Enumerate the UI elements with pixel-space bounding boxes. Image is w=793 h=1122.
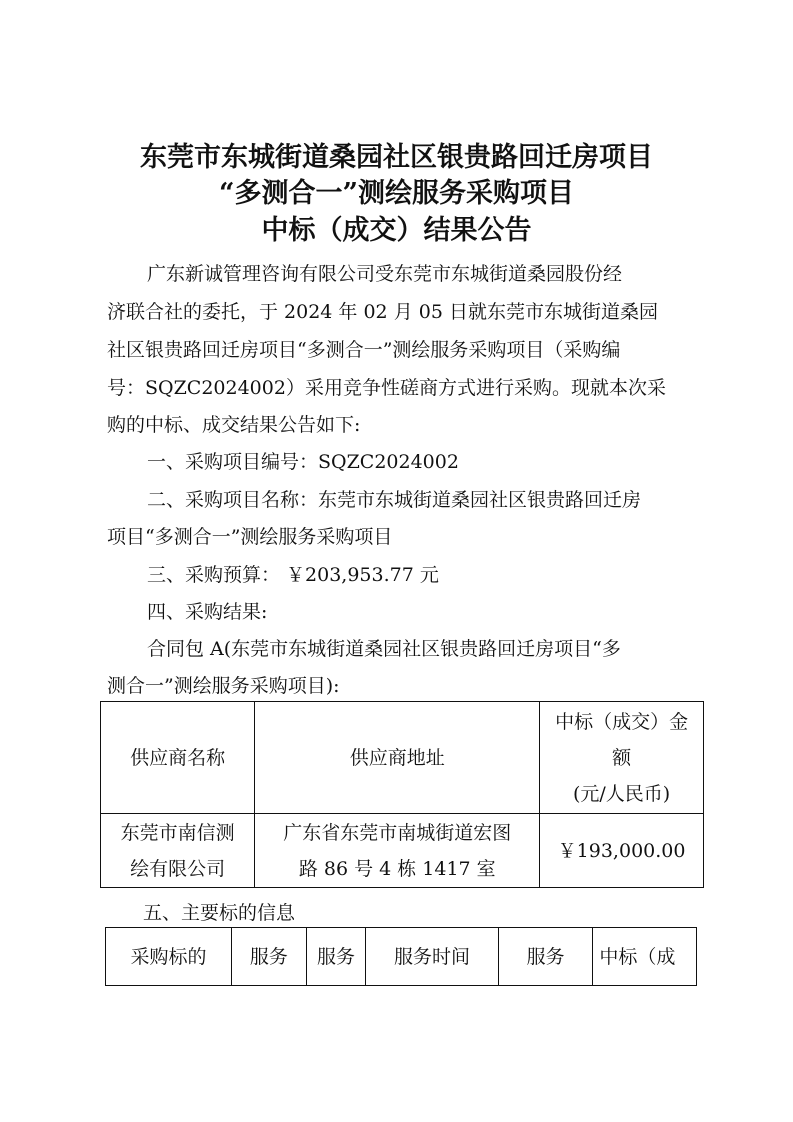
header-supplier-address: 供应商地址 (255, 702, 540, 814)
supplier-address-line1: 广东省东莞市南城街道宏图 (283, 821, 512, 844)
supplier-name-line2: 绘有限公司 (130, 857, 226, 880)
section-2-project-name-line1: 二、采购项目名称：东莞市东城街道桑园社区银贵路回迁房 (147, 489, 642, 511)
package-a-line2: 测合一”测绘服务采购项目): (107, 675, 340, 697)
subject-header-service-3: 服务 (498, 928, 593, 986)
doc-title-line1: 东莞市东城街道桑园社区银贵路回迁房项目 (140, 142, 653, 173)
subject-header-award: 中标（成 (593, 928, 697, 986)
section-2-project-name-line2: 项目“多测合一”测绘服务采购项目 (107, 526, 393, 548)
supplier-address-line2: 路 86 号 4 栋 1417 室 (298, 857, 496, 880)
header-supplier-name: 供应商名称 (101, 702, 255, 814)
supplier-name-cell (101, 814, 255, 888)
subject-header-service-time: 服务时间 (366, 928, 499, 986)
intro-line-2: 济联合社的委托，于 2024 年 02 月 05 日就东莞市东城街道桑园 (107, 301, 658, 323)
amount-cell: ￥193,000.00 (540, 814, 704, 888)
subject-header-service-2: 服务 (306, 928, 365, 986)
section-5-subject-info: 五、主要标的信息 (143, 902, 296, 924)
intro-line-5: 购的中标、成交结果公告如下: (107, 414, 361, 436)
supplier-name-line1: 东莞市南信测 (120, 821, 235, 844)
header-amount-line3: (元/人民币) (572, 782, 671, 805)
intro-line-4: 号：SQZC2024002）采用竞争性磋商方式进行采购。现就本次采 (107, 377, 666, 399)
subject-table (105, 927, 697, 986)
doc-title-line3: 中标（成交）结果公告 (261, 215, 532, 246)
intro-line-1: 广东新诚管理咨询有限公司受东莞市东城街道桑园股份经 (147, 263, 623, 285)
table-row (101, 814, 704, 888)
section-3-budget: 三、采购预算： ￥203,953.77 元 (147, 564, 439, 586)
subject-header-service-1: 服务 (231, 928, 306, 986)
package-a-line1: 合同包 A(东莞市东城街道桑园社区银贵路回迁房项目“多 (147, 638, 621, 660)
subject-table-header-row (106, 928, 697, 986)
intro-line-3: 社区银贵路回迁房项目“多测合一”测绘服务采购项目（采购编 (107, 339, 621, 361)
subject-header-item: 采购标的 (106, 928, 232, 986)
result-table (100, 701, 704, 888)
header-amount (540, 702, 704, 814)
header-amount-line1: 中标（成交）金 (555, 710, 689, 733)
header-amount-line2: 额 (612, 746, 632, 769)
doc-title-line2: “多测合一”测绘服务采购项目 (218, 178, 575, 209)
result-table-header-row (101, 702, 704, 814)
section-1-project-number: 一、采购项目编号：SQZC2024002 (147, 451, 459, 473)
section-4-results: 四、采购结果: (147, 601, 268, 623)
supplier-address-cell (255, 814, 540, 888)
